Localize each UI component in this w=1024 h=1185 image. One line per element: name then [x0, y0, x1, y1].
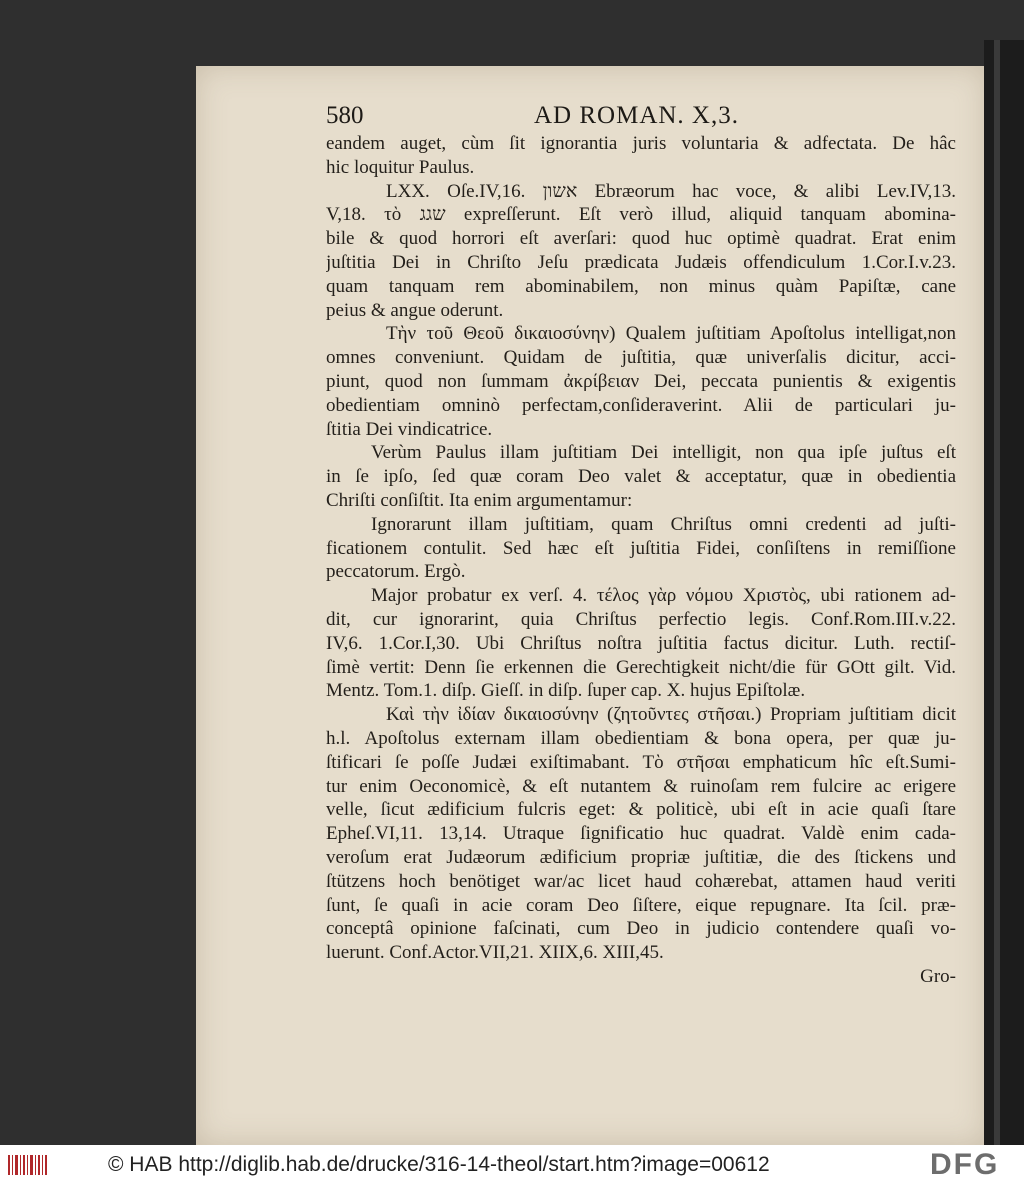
text-line: ſimè vertit: Denn ſie erkennen die Gerechtigkeit nicht/die für GOtt gilt. Vid.	[326, 656, 956, 678]
hab-barcode-icon[interactable]	[6, 1151, 48, 1179]
copyright-link[interactable]: © HAB http://diglib.hab.de/drucke/316-14-theol/start.htm?image=00612	[108, 1153, 770, 1176]
text-line: ſtitia Dei vindicatrice.	[326, 418, 493, 440]
text-line: juſtitia Dei in Chriſto Jeſu prædicata Judæis offendiculum 1.Cor.I.v.23.	[326, 251, 956, 273]
text-line: Epheſ.VI,11. 13,14. Utraque ſignificatio huc quadrat. Valdè enim cada-	[326, 823, 956, 845]
header-title: AD ROMAN. X,3.	[534, 102, 739, 129]
text-line: bile & quod horrori eſt averſari: quod huc optimè quadrat. Erat enim	[326, 228, 956, 250]
text-line: quam tanquam rem abominabilem, non minus quàm Papiſtæ, cane	[326, 275, 956, 297]
text-line: dit, cur ignorarint, quia Chriſtus perfectio legis. Conf.Rom.III.v.22.	[326, 608, 956, 630]
text-line: Major probatur ex verſ. 4. τέλος γὰρ νόμου Χριστὸς, ubi rationem ad-	[371, 585, 956, 607]
text-line: ſtificari ſe poſſe Judæi exiſtimabant. Τὸ στῆσαι emphaticum hîc eſt.Sumi-	[326, 751, 956, 773]
text-line: in ſe ipſo, ſed quæ coram Deo valet & acceptatur, quæ in obedientia	[326, 466, 956, 488]
text-line: eandem auget, cùm ſit ignorantia juris voluntaria & adfectata. De hâc	[326, 133, 956, 154]
text-line: Mentz. Tom.1. diſp. Gieſſ. in diſp. ſuper cap. X. hujus Epiſtolæ.	[326, 680, 806, 702]
dfg-logo[interactable]: DFG	[930, 1148, 1000, 1181]
book-edge	[984, 40, 1024, 1145]
text-line: Ignorarunt illam juſtitiam, quam Chriſtus omni credenti ad juſti-	[371, 513, 956, 535]
running-head	[196, 102, 986, 136]
page-number: 580	[326, 102, 364, 129]
text-line: peius & angue oderunt.	[326, 299, 504, 321]
text-line: ficationem contulit. Sed hæc eſt juſtitia Fidei, conſiſtens in remiſſione	[326, 537, 956, 559]
text-line: V,18. τὸ שגג expreſſerunt. Eſt verò illud, aliquid tanquam abomina-	[326, 204, 956, 226]
text-line: veroſum erat Judæorum ædificium propriæ juſtitiæ, die des ſtickens und	[326, 846, 956, 868]
text-line: piunt, quod non ſummam ἀκρίβειαν Dei, peccata punientis & exigentis	[326, 370, 956, 392]
scanned-page	[196, 66, 986, 1145]
text-line: tur enim Oeconomicè, & eſt nutantem & ruinoſam rem fulcire ac erigere	[326, 775, 956, 797]
text-line: hic loquitur Paulus.	[326, 156, 475, 178]
footer-bar	[0, 1145, 1024, 1185]
text-line: Καὶ τὴν ἰδίαν δικαιοσύνην (ζητοῦντες στῆσαι.) Propriam juſtitiam dicit	[386, 704, 956, 726]
text-line: obedientiam omninò perfectam,conſideraverint. Alii de particulari ju-	[326, 394, 956, 416]
text-line: luerunt. Conf.Actor.VII,21. XIIX,6. XIII,45.	[326, 942, 664, 964]
text-line: conceptâ opinione faſcinati, cum Deo in judicio contendere quaſi vo-	[326, 918, 956, 940]
text-line: Τὴν τοῦ Θεοῦ δικαιοσύνην) Qualem juſtitiam Apoſtolus intelligat,non	[386, 323, 956, 345]
text-line: peccatorum. Ergò.	[326, 561, 466, 583]
text-line: Chriſti conſiſtit. Ita enim argumentamur:	[326, 489, 633, 511]
text-line: IV,6. 1.Cor.I,30. Ubi Chriſtus noſtra juſtitia factus dicitur. Luth. rectiſ-	[326, 632, 956, 654]
text-line: ſunt, ſe quaſi in acie coram Deo ſiſtere, eique repugnare. Ita ſcil. præ-	[326, 894, 956, 916]
text-line: velle, ſicut ædificium fulcris eget: & politicè, ubi eſt in acie quaſi ſtare	[326, 799, 956, 821]
book-edge-highlight	[994, 40, 1000, 1145]
text-line: omnes conveniunt. Quidam de juſtitia, quæ univerſalis dicitur, acci-	[326, 347, 956, 369]
text-line: ſtützens hoch benötiget war/ac licet haud cohærebat, attamen haud veriti	[326, 870, 956, 892]
text-line: h.l. Apoſtolus externam illam obedientiam & bona opera, per quæ ju-	[326, 727, 956, 749]
body-text	[326, 132, 956, 989]
catchword: Gro-	[920, 965, 956, 987]
text-line: LXX. Oſe.IV,16. אשון Ebræorum hac voce, & alibi Lev.IV,13.	[386, 180, 956, 202]
text-line: Verùm Paulus illam juſtitiam Dei intelligit, non qua ipſe juſtus eſt	[371, 442, 956, 464]
